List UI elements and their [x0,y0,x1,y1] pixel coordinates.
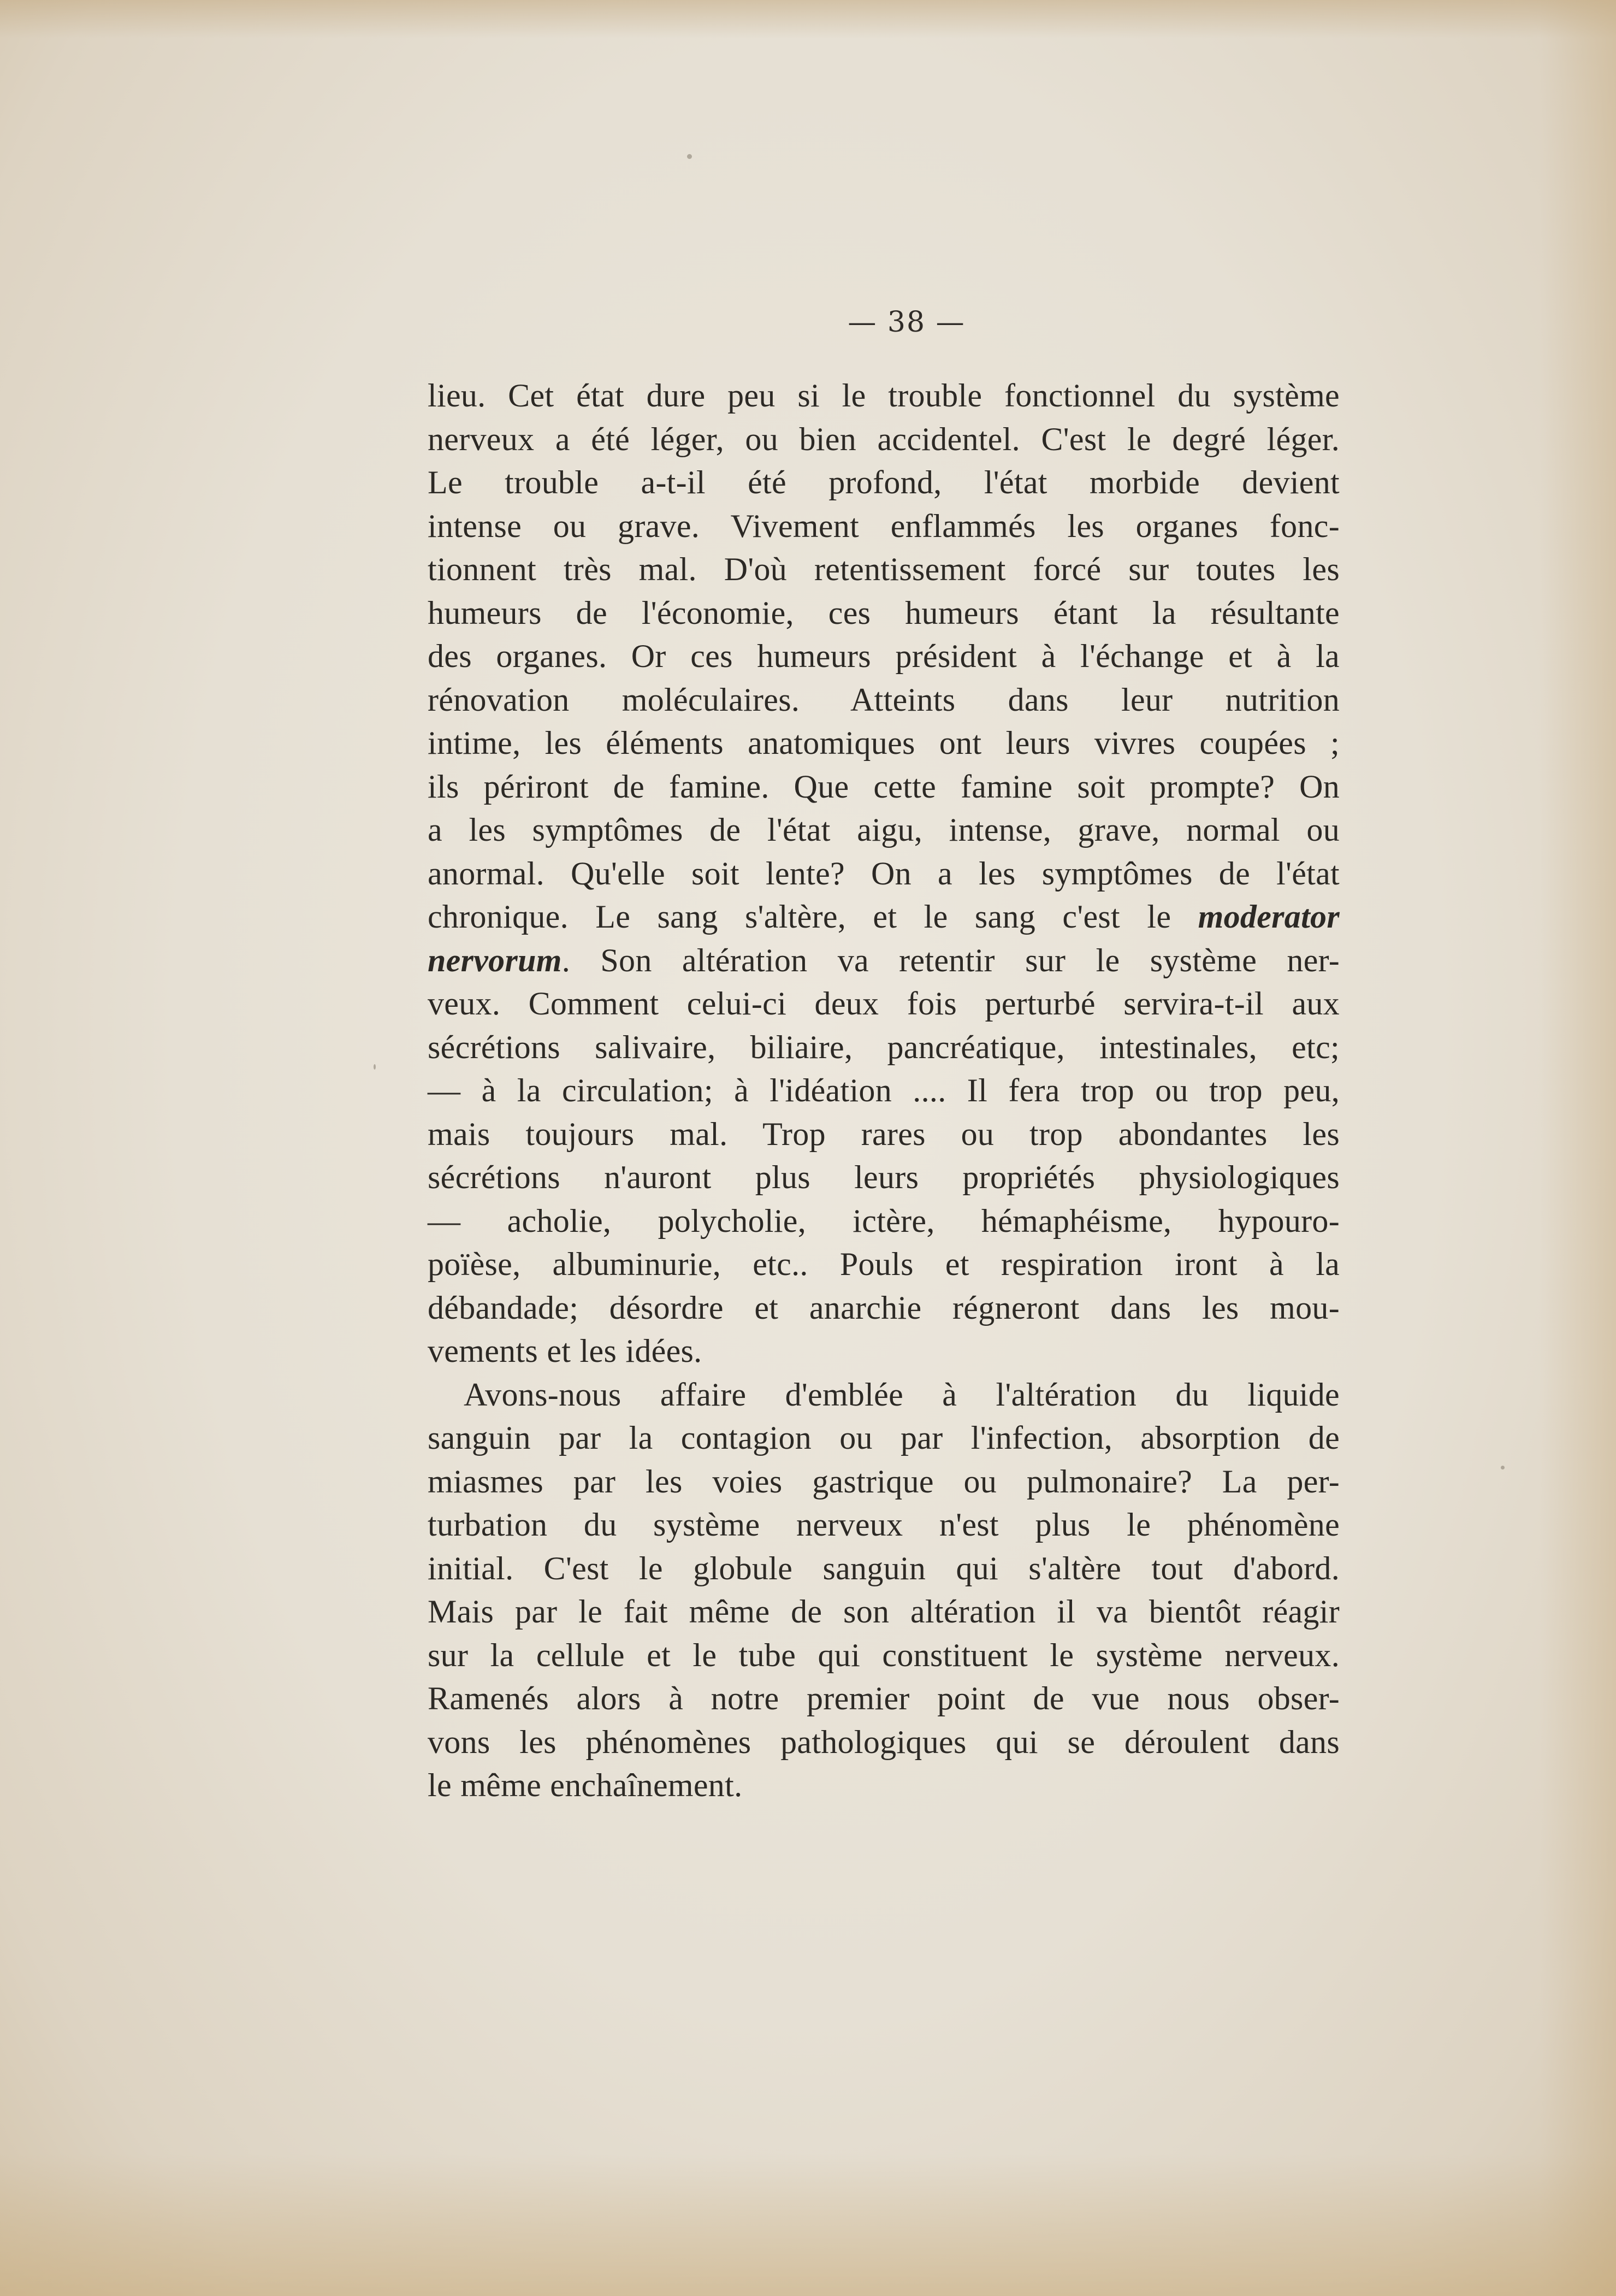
text-line: initial. C'est le globule sanguin qui s'altère tout d'abord. [428,1550,1340,1586]
text-line: lieu. Cet état dure peu si le trouble fonctionnel du système [428,377,1340,414]
text-line: turbation du système nerveux n'est plus le phénomène [428,1507,1340,1543]
text-line: vements et les idées. [428,1333,702,1369]
text-line: intense ou grave. Vivement enflammés les organes fonc- [428,507,1340,544]
italic-term: nervorum [428,942,562,978]
text-line: anormal. Qu'elle soit lente? On a les symptômes de l'état [428,855,1340,892]
text-line: tionnent très mal. D'où retentissement forcé sur toutes les [428,551,1340,587]
text-line: — acholie, polycholie, ictère, hémaphéisme, hypouro- [428,1202,1340,1239]
text-line: Le trouble a-t-il été profond, l'état morbide devient [428,464,1340,500]
text-segment: . Son altération va retentir sur le système ner- [561,942,1340,978]
text-line [428,895,1340,939]
text-line: poïèse, albuminurie, etc.. Pouls et respiration iront à la [428,1246,1340,1282]
text-line: a les symptômes de l'état aigu, intense, grave, normal ou [428,812,1340,848]
page-number: — 38 — [848,306,966,339]
text-line [428,939,1340,983]
paper-speck [1501,1466,1505,1469]
text-line: des organes. Or ces humeurs président à l'échange et à la [428,638,1340,674]
text-line: rénovation moléculaires. Atteints dans leur nutrition [428,681,1340,718]
paper-speck [687,154,692,159]
text-line: sur la cellule et le tube qui constituent le système nerveux. [428,1637,1340,1673]
text-line: veux. Comment celui-ci deux fois perturbé servira-t-il aux [428,985,1340,1022]
text-line: humeurs de l'économie, ces humeurs étant la résultante [428,594,1340,631]
text-line: Avons-nous affaire d'emblée à l'altération du liquide [464,1376,1340,1413]
text-line: Mais par le fait même de son altération il va bientôt réagir [428,1593,1340,1630]
paper-speck [374,1064,376,1070]
text-line: vons les phénomènes pathologiques qui se déroulent dans [428,1724,1340,1760]
page-edge-shading-top [0,0,1616,38]
text-line: mais toujours mal. Trop rares ou trop abondantes les [428,1115,1340,1152]
body-text [428,374,1340,1808]
page-edge-shading-right [1540,0,1616,2296]
page-edge-shading-bottom [0,2154,1616,2296]
italic-term: moderator [1198,899,1340,935]
text-line: sécrétions n'auront plus leurs propriétés physiologiques [428,1159,1340,1195]
text-line: ils périront de famine. Que cette famine soit prompte? On [428,768,1340,805]
text-line: miasmes par les voies gastrique ou pulmonaire? La per- [428,1463,1340,1500]
text-line: — à la circulation; à l'idéation .... Il fera trop ou trop peu, [428,1072,1340,1108]
text-line: le même enchaînement. [428,1767,743,1803]
text-line: débandade; désordre et anarchie régneront dans les mou- [428,1289,1340,1326]
text-line: Ramenés alors à notre premier point de vue nous obser- [428,1680,1340,1716]
text-line: sécrétions salivaire, biliaire, pancréatique, intestinales, etc; [428,1029,1340,1065]
text-line: nerveux a été léger, ou bien accidentel. C'est le degré léger. [428,421,1340,457]
text-line: intime, les éléments anatomiques ont leurs vivres coupées ; [428,725,1340,761]
text-segment: chronique. Le sang s'altère, et le sang c'est le [428,899,1171,935]
text-line: sanguin par la contagion ou par l'infection, absorption de [428,1420,1340,1456]
